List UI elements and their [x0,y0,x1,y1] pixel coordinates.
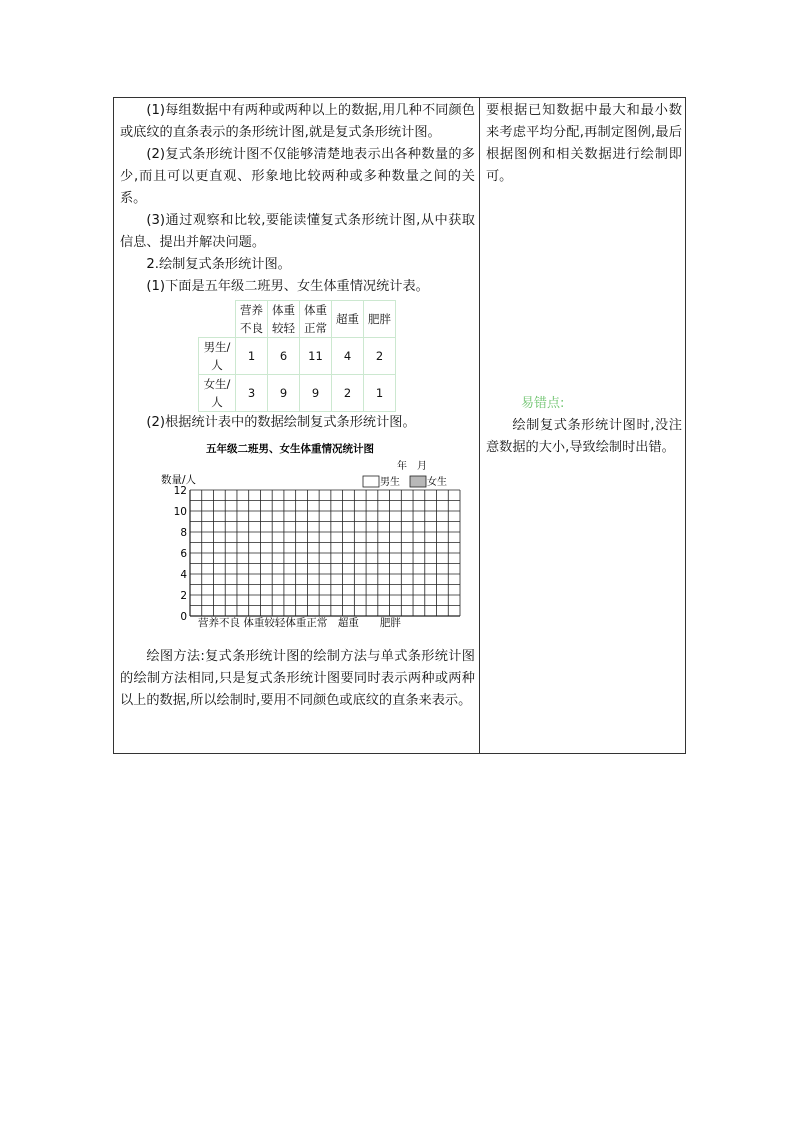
chart-svg [120,438,475,646]
paragraph-reading: (3)通过观察和比较,要能读懂复式条形统计图,从中获取信息、提出并解决问题。 [120,213,475,250]
chart-grid [190,490,460,616]
left-column [120,100,475,712]
table-row [199,375,396,412]
y-axis-label: 数量/人 [161,474,197,486]
legend-label-girls: 女生 [427,477,447,488]
right-column [486,100,682,459]
y-tick-label: 2 [180,590,187,602]
bar-chart [120,438,475,646]
y-tick-label: 8 [180,527,187,539]
column-divider [479,98,480,753]
table-cell: 2 [364,338,396,375]
table-cell: 3 [236,375,268,412]
error-text: 绘制复式条形统计图时,没注意数据的大小,导致绘制时出错。 [486,418,682,455]
y-tick-label: 0 [180,611,187,623]
error-title: 易错点: [521,396,565,411]
chart-instruction: (2)根据统计表中的数据绘制复式条形统计图。 [146,415,416,430]
y-tick-label: 4 [180,569,187,581]
y-axis-ticks [174,485,188,623]
row-label: 男生/ 人 [199,338,236,375]
table-header: 体重 正常 [300,301,332,338]
chart-title: 五年级二班男、女生体重情况统计图 [206,443,374,455]
drawing-method: 绘图方法:复式条形统计图的绘制方法与单式条形统计图的绘制方法相同,只是复式条形统计图要同时表示两种或两种以上的数据,所以绘制时,要用不同颜色或底纹的直条来表示。 [120,649,475,708]
table-header: 体重 较轻 [268,301,300,338]
content-table [113,97,686,754]
table-cell: 1 [364,375,396,412]
table-header-row [199,301,396,338]
table-intro: (1)下面是五年级二班男、女生体重情况统计表。 [146,279,429,294]
chart-date-label: 年 月 [397,461,427,472]
tip-text: 要根据已知数据中最大和最小数来考虑平均分配,再制定图例,最后根据图例和相关数据进行绘制即可。 [486,103,682,184]
table-row [199,338,396,375]
legend-label-boys: 男生 [380,477,400,488]
legend-swatch-boys [363,476,379,487]
weight-table [198,300,396,412]
x-axis-category-labels: 营养不良 体重较轻体重正常 超重 肥胖 [198,617,401,629]
table-cell: 9 [300,375,332,412]
table-header: 超重 [332,301,364,338]
table-cell: 2 [332,375,364,412]
table-cell: 1 [236,338,268,375]
y-tick-label: 10 [173,506,187,518]
y-tick-label: 6 [180,548,187,560]
section-heading: 2.绘制复式条形统计图。 [146,257,291,272]
table-cell: 9 [268,375,300,412]
table-cell: 11 [300,338,332,375]
paragraph-advantage: (2)复式条形统计图不仅能够清楚地表示出各种数量的多少,而且可以更直观、形象地比较两种或多种数量之间的关系。 [120,147,475,206]
legend-swatch-girls [410,476,426,487]
table-cell: 6 [268,338,300,375]
paragraph-definition: (1)每组数据中有两种或两种以上的数据,用几种不同颜色或底纹的直条表示的条形统计图,就是复式条形统计图。 [120,103,475,140]
table-header: 肥胖 [364,301,396,338]
table-cell: 4 [332,338,364,375]
table-header: 营养 不良 [236,301,268,338]
row-label: 女生/ 人 [199,375,236,412]
y-tick-label: 12 [173,485,187,497]
